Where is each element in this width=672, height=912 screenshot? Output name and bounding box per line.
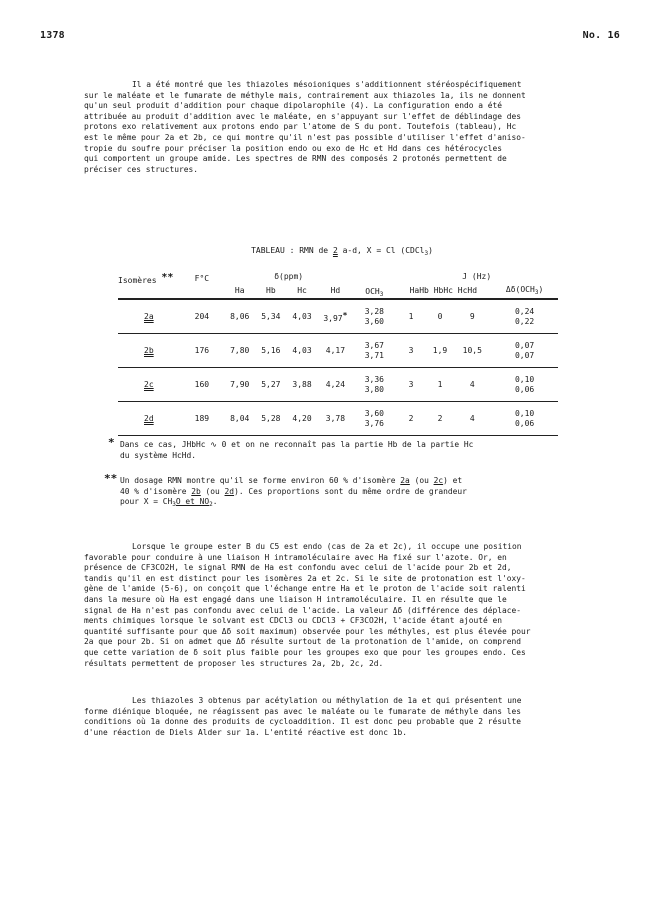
text-line: pour $X = CH_3O$ et $NO_2$.: [120, 497, 218, 509]
text-line: qu'un seul produit d'addition pour chaque dipolarophile (4). La configuration endo a été: [84, 101, 503, 111]
shift-hc: 4,03: [292, 312, 312, 321]
caption-subscript: 3: [424, 250, 429, 257]
text-line: gène de l'amide (5-6), on conçoit que l'échange entre Ha et le proton de l'acide soit ralenti: [84, 584, 526, 594]
isomer-label: 2d: [144, 414, 154, 423]
table-caption: [84, 246, 600, 257]
j-hbhc: 2: [437, 414, 443, 423]
shift-ha: 8,04: [230, 414, 250, 423]
shift-ha: 7,80: [230, 346, 250, 355]
paragraph-conclusion: [84, 696, 600, 738]
table-row: [118, 402, 558, 436]
text-line: qui comportent un groupe amide. Les spectres de RMN des composés 2 protonés permettent de: [84, 154, 507, 164]
delta-delta: 0,07: [514, 350, 535, 360]
text-line: Les thiazoles 3 obtenus par acétylation ou méthylation de 1a et qui présentent une: [132, 696, 522, 705]
text-line: est le même pour 2a et 2b, ce qui montre qu'il n'est pas possible d'utiliser l'effet d'aniso-: [84, 132, 526, 142]
shift-och3: 3,60: [364, 316, 384, 326]
double-asterisk: **: [161, 272, 174, 283]
shift-hb: 5,16: [261, 346, 281, 355]
shift-hd: 4,24: [325, 380, 346, 389]
table-row: [118, 368, 558, 402]
double-asterisk: **: [104, 472, 118, 485]
table-row: [118, 334, 558, 368]
shift-hc: 3,88: [292, 380, 312, 389]
delta-delta: 0,10: [514, 408, 535, 418]
j-hahb: 1: [408, 312, 414, 321]
melting-point: 204: [194, 312, 210, 321]
text-line: quantité suffisante pour que Δδ soit maximum) observée pour les méthyles, est plus élevée pour: [84, 626, 531, 636]
shift-hd: 3,97*: [323, 310, 348, 323]
j-hchd: 9: [469, 312, 475, 321]
col-header-melting: F°C: [194, 274, 210, 283]
shift-hd: 3,78: [325, 414, 346, 423]
shift-och3: 3,67: [364, 340, 384, 350]
paragraph-protonation: [84, 542, 600, 669]
text-line: forme diénique bloquée, ne réagissent pas avec le maléate ou le fumarate de méthyle dans les: [84, 706, 522, 716]
shift-och3: 3,60: [364, 408, 384, 418]
shift-och3: 3,28: [364, 306, 384, 316]
footnote-single: [108, 436, 560, 461]
col-header-j-pairs: HaHb HbHc HcHd: [409, 285, 478, 295]
text-line: d'une réaction de Diels Alder sur 1a. L'entité réactive est donc 1b.: [84, 727, 408, 737]
text-line: Dans ce cas, JHbHc ∿ 0 et on ne reconnaît pas la partie Hb de la partie Hc: [120, 440, 474, 449]
text-line: Il a été montré que les thiazoles mésoioniques s'additionnent stéréospécifiquement: [132, 80, 522, 89]
text-line: dans la mesure où Ha est engagé dans une liaison H intramoléculaire. Il en résulte que le: [84, 594, 507, 604]
j-hbhc: 1,9: [432, 346, 448, 355]
j-hahb: 3: [408, 346, 414, 355]
melting-point: 160: [194, 380, 210, 389]
issue-number: No. 16: [582, 30, 620, 41]
col-header-hb: Hb: [266, 285, 276, 295]
paragraph-intro: [84, 80, 600, 175]
shift-och3: 3,71: [364, 350, 384, 360]
caption-text: TABLEAU : RMN de: [251, 246, 333, 255]
delta-delta: 0,07: [514, 340, 535, 350]
asterisk: *: [108, 436, 115, 449]
col-header-hc: Hc: [297, 285, 307, 295]
j-hahb: 2: [408, 414, 414, 423]
shift-och3: 3,36: [364, 374, 384, 384]
isomer-label: 2c: [144, 380, 154, 389]
shift-hd: 4,17: [325, 346, 346, 355]
text-line: Lorsque le groupe ester B du C5 est endo (cas de 2a et 2c), il occupe une position: [132, 542, 522, 551]
shift-hb: 5,27: [261, 380, 281, 389]
text-line: tandis qu'il en est distinct pour les isomères 2a et 2c. Si le site de protonation est l'oxy-: [84, 573, 526, 583]
shift-hc: 4,20: [292, 414, 312, 423]
text-line: que cette variation de δ soit plus faible pour les groupes exo que pour les groupes endo. Ces: [84, 647, 526, 657]
shift-hc: 4,03: [292, 346, 312, 355]
j-hbhc: 1: [437, 380, 443, 389]
asterisk: *: [342, 310, 348, 320]
footnote-double: [104, 472, 560, 511]
col-header-delta: δ(ppm): [274, 271, 304, 281]
shift-och3: 3,80: [364, 384, 384, 394]
delta-delta: 0,24: [514, 306, 535, 316]
j-hchd: 10,5: [462, 346, 482, 355]
caption-text: a-d, X = Cl (CDCl: [337, 246, 425, 255]
shift-ha: 7,90: [230, 380, 250, 389]
j-hchd: 4: [469, 414, 475, 423]
nmr-table: [118, 270, 558, 436]
col-header-hd: Hd: [330, 285, 341, 295]
col-header-isomeres: Isomères **: [118, 272, 174, 285]
text-line: 2a que pour 2b. Si on admet que Δδ résulte surtout de la protonation de l'amide, on comprend: [84, 637, 522, 647]
text-line: conditions où 1a donne des produits de cycloaddition. Il est donc peu probable que 2 résulte: [84, 717, 522, 727]
j-hchd: 4: [469, 380, 475, 389]
isomer-label: 2a: [144, 312, 154, 321]
text-line: résultats permettent de proposer les structures 2a, 2b, 2c, 2d.: [84, 658, 384, 668]
col-header-delta-delta: $\Delta\delta(OCH_3)$: [505, 284, 544, 296]
text-line: Un dosage RMN montre qu'il se forme environ 60 % d'isomère 2a (ou 2c) et: [120, 476, 463, 485]
text-line: attribuée au produit d'addition avec le maléate, en s'appuyant sur l'effet de déblindage des: [84, 111, 522, 121]
shift-och3: 3,76: [364, 418, 384, 428]
text-line: du système HcHd.: [120, 450, 197, 460]
shift-hb: 5,34: [261, 312, 281, 321]
melting-point: 189: [194, 414, 210, 423]
text-line: signal de Ha n'est pas confondu avec celui de l'acide. La valeur Δδ (différence des déplace-: [84, 605, 522, 615]
delta-delta: 0,06: [514, 384, 535, 394]
col-header-ha: Ha: [234, 285, 245, 295]
text-line: sur le maléate et le fumarate de méthyle mais, contrairement aux thiazoles 1a, ils ne donnent: [84, 90, 526, 100]
page-number: 1378: [40, 30, 65, 41]
delta-delta: 0,10: [514, 374, 535, 384]
text-line: protons exo relativement aux protons endo par l'atome de S du pont. Toutefois (tableau), Hc: [84, 122, 517, 132]
shift-hb: 5,28: [261, 414, 281, 423]
delta-delta: 0,22: [514, 316, 535, 326]
j-hahb: 3: [408, 380, 414, 389]
caption-compound: 2: [332, 246, 338, 255]
delta-delta: 0,06: [514, 418, 535, 428]
text-line: favorable pour conduire à une liaison H intramoléculaire avec Ha fixé sur l'azote. Or, en: [84, 552, 507, 562]
text-line: 40 % d'isomère 2b (ou 2d). Ces proportions sont du même ordre de grandeur: [120, 486, 467, 496]
j-hbhc: 0: [437, 312, 443, 321]
shift-ha: 8,06: [230, 312, 250, 321]
table-row: [118, 299, 558, 334]
text-line: tropie du soufre pour préciser la position endo ou exo de Hc et Hd dans ces hétérocycles: [84, 143, 503, 153]
melting-point: 176: [194, 346, 210, 355]
text-line: préciser ces structures.: [84, 164, 199, 174]
text-line: présence de CF3CO2H, le signal RMN de Ha est confondu avec celui de l'acide pour 2b et 2d,: [84, 563, 512, 573]
col-header-och3: $OCH_3$: [365, 286, 384, 298]
col-header-j: J (Hz): [462, 271, 492, 281]
text-line: ments chimiques lorsque le solvant est CDCl3 ou CDCl3 + CF3CO2H, l'acide étant ajouté en: [84, 616, 503, 626]
caption-text: ): [428, 246, 433, 255]
isomer-label: 2b: [144, 346, 154, 355]
